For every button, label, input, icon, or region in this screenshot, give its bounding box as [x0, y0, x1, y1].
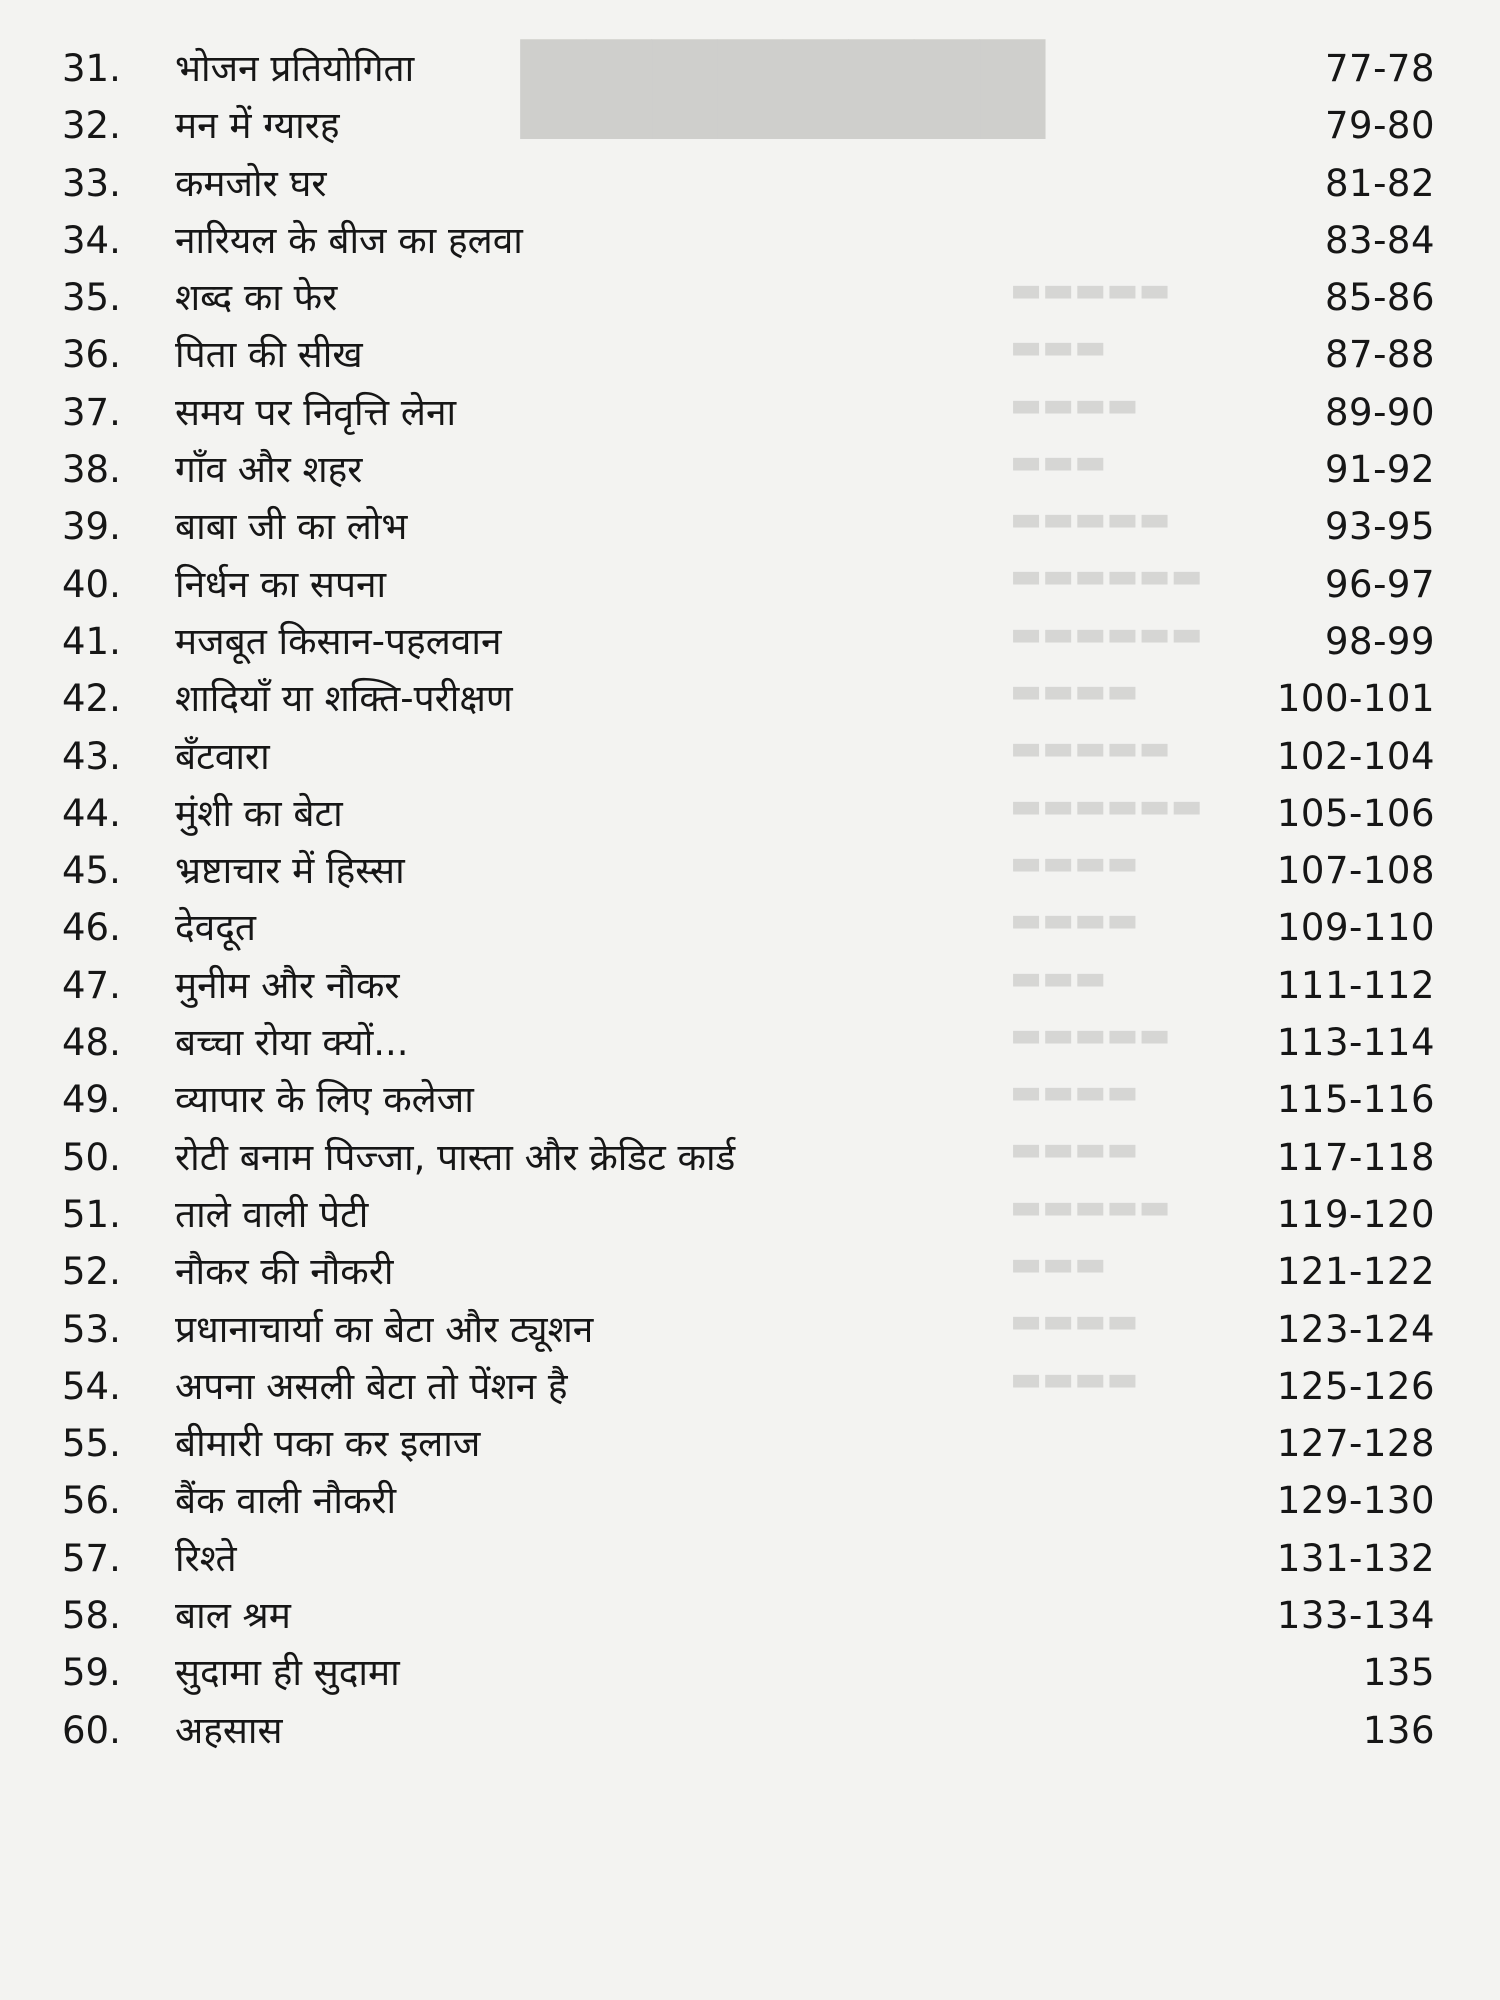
toc-entry-pages: 136 — [1362, 1708, 1435, 1752]
toc-entry-pages: 79-80 — [1324, 104, 1435, 148]
toc-entry — [0, 1472, 1500, 1529]
toc-entry-number: 47. — [62, 963, 121, 1007]
toc-entry — [0, 670, 1500, 727]
toc-entry-number: 46. — [62, 906, 121, 950]
toc-entry — [0, 1301, 1500, 1358]
toc-entry-number: 60. — [62, 1708, 121, 1752]
toc-entry-title: बच्चा रोया क्यों... — [175, 1021, 409, 1065]
toc-entry-title: भोजन प्रतियोगिता — [175, 47, 415, 90]
toc-entry-number: 40. — [62, 562, 121, 606]
toc-entry-pages: 111-112 — [1276, 963, 1435, 1007]
toc-entry-pages: 123-124 — [1276, 1307, 1435, 1351]
toc-entry-pages: 83-84 — [1324, 218, 1435, 262]
toc-entry-title: मुंशी का बेटा — [175, 791, 343, 835]
toc-entry — [0, 957, 1500, 1014]
toc-entry-title: कमजोर घर — [175, 161, 327, 205]
toc-entry-pages: 107-108 — [1276, 849, 1435, 893]
toc-entry-title: बैंक वाली नौकरी — [175, 1479, 397, 1523]
toc-entry-title: अहसास — [175, 1708, 283, 1752]
toc-entry — [0, 728, 1500, 785]
toc-entry-pages: 113-114 — [1276, 1021, 1435, 1065]
toc-entry-pages: 115-116 — [1276, 1078, 1435, 1122]
toc-entry-pages: 133-134 — [1276, 1594, 1435, 1638]
toc-entry-number: 58. — [62, 1594, 121, 1638]
toc-entry — [0, 97, 1500, 154]
toc-entry — [0, 1129, 1500, 1186]
toc-entry-pages: 77-78 — [1324, 47, 1435, 90]
toc-entry-title: भ्रष्टाचार में हिस्सा — [175, 849, 405, 893]
toc-entry-title: ताले वाली पेटी — [175, 1192, 369, 1236]
toc-entry — [0, 842, 1500, 899]
toc-entry-title: समय पर निवृत्ति लेना — [175, 390, 457, 434]
toc-entry-number: 39. — [62, 505, 121, 549]
toc-entry-number: 32. — [62, 104, 121, 148]
toc-entry-title: नौकर की नौकरी — [175, 1250, 394, 1294]
toc-entry — [0, 899, 1500, 956]
toc-entry-number: 52. — [62, 1250, 121, 1294]
toc-entry-title: सुदामा ही सुदामा — [175, 1651, 400, 1695]
toc-entry-title: देवदूत — [175, 906, 256, 950]
toc-entry — [0, 1186, 1500, 1243]
toc-entry-title: गाँव और शहर — [175, 448, 363, 492]
toc-entry — [0, 269, 1500, 326]
toc-entry-title: रोटी बनाम पिज्जा, पास्ता और क्रेडिट कार्ड — [175, 1135, 736, 1179]
toc-entry-title: बाबा जी का लोभ — [175, 505, 408, 549]
toc-entry — [0, 155, 1500, 212]
toc-entry-pages: 98-99 — [1324, 619, 1435, 663]
toc-entry-number: 51. — [62, 1192, 121, 1236]
toc-entry-number: 57. — [62, 1536, 121, 1580]
show-through-text: ████████ — [520, 40, 1045, 138]
toc-entry — [0, 1071, 1500, 1128]
toc-entry — [0, 613, 1500, 670]
toc-entry-number: 55. — [62, 1422, 121, 1466]
toc-entry-title: निर्धन का सपना — [175, 562, 387, 606]
toc-entry-number: 59. — [62, 1651, 121, 1695]
toc-entry — [0, 785, 1500, 842]
toc-entry-pages: 102-104 — [1276, 734, 1435, 778]
toc-entry-title: रिश्ते — [175, 1536, 237, 1580]
toc-entry-pages: 129-130 — [1276, 1479, 1435, 1523]
toc-entry-number: 43. — [62, 734, 121, 778]
toc-entry-pages: 119-120 — [1276, 1192, 1435, 1236]
toc-entry-title: बाल श्रम — [175, 1594, 291, 1638]
toc-entry — [0, 1243, 1500, 1300]
toc-entry — [0, 212, 1500, 269]
toc-entry — [0, 441, 1500, 498]
toc-entry-number: 42. — [62, 677, 121, 721]
toc-entry-pages: 127-128 — [1276, 1422, 1435, 1466]
toc-entry-number: 49. — [62, 1078, 121, 1122]
toc-entry-pages: 91-92 — [1324, 448, 1435, 492]
toc-entry — [0, 1587, 1500, 1644]
toc-entry-pages: 109-110 — [1276, 906, 1435, 950]
toc-entry-number: 36. — [62, 333, 121, 377]
toc-entry-title: शब्द का फेर — [175, 276, 338, 320]
toc-entry-number: 35. — [62, 276, 121, 320]
toc-entry-title: मुनीम और नौकर — [175, 963, 400, 1007]
toc-entry-title: बीमारी पका कर इलाज — [175, 1422, 481, 1466]
toc-entry-pages: 81-82 — [1324, 161, 1435, 205]
toc-entry-title: नारियल के बीज का हलवा — [175, 218, 523, 262]
toc-entry — [0, 384, 1500, 441]
toc-entry-number: 53. — [62, 1307, 121, 1351]
toc-entry-number: 50. — [62, 1135, 121, 1179]
toc-entry-number: 33. — [62, 161, 121, 205]
toc-entry-number: 45. — [62, 849, 121, 893]
toc-entry-pages: 135 — [1362, 1651, 1435, 1695]
toc-entry-title: व्यापार के लिए कलेजा — [175, 1078, 474, 1122]
toc-entry — [0, 498, 1500, 555]
toc-entry-pages: 117-118 — [1276, 1135, 1435, 1179]
toc-entry — [0, 1415, 1500, 1472]
toc-entry-number: 37. — [62, 390, 121, 434]
toc-entry-pages: 85-86 — [1324, 276, 1435, 320]
toc-entry-number: 38. — [62, 448, 121, 492]
toc-entry-pages: 96-97 — [1324, 562, 1435, 606]
toc-entry-title: पिता की सीख — [175, 333, 363, 377]
toc-entry — [0, 1014, 1500, 1071]
toc-entry-pages: 125-126 — [1276, 1364, 1435, 1408]
show-through-column: ▬▬▬▬▬ ▬▬▬ ▬▬▬▬ ▬▬▬ ▬▬▬▬▬ ▬▬▬▬▬▬ ▬▬▬▬▬▬ ▬▬▬▬ ▬▬▬▬▬ ▬▬▬▬▬▬ ▬▬▬▬ ▬▬▬▬ ▬▬▬ ▬▬▬▬▬ ▬▬▬▬ ▬▬▬▬ ▬▬▬▬▬ ▬▬▬ ▬▬▬▬ ▬▬▬▬ — [1010, 270, 1203, 1399]
toc-entry-title: शादियाँ या शक्ति-परीक्षण — [175, 677, 513, 721]
toc-entry — [0, 556, 1500, 613]
toc-entry-pages: 121-122 — [1276, 1250, 1435, 1294]
toc-entry-title: प्रधानाचार्या का बेटा और ट्यूशन — [175, 1307, 594, 1351]
toc-entry — [0, 326, 1500, 383]
toc-entry-number: 41. — [62, 619, 121, 663]
toc-entry-title: मजबूत किसान-पहलवान — [175, 619, 502, 663]
toc-entry-number: 31. — [62, 47, 121, 90]
toc-entry-number: 48. — [62, 1021, 121, 1065]
toc-entry-title: मन में ग्यारह — [175, 104, 340, 148]
table-of-contents — [0, 40, 1500, 1759]
toc-entry — [0, 1530, 1500, 1587]
toc-entry-pages: 131-132 — [1276, 1536, 1435, 1580]
toc-entry-number: 44. — [62, 791, 121, 835]
toc-entry-pages: 93-95 — [1324, 505, 1435, 549]
toc-entry — [0, 1358, 1500, 1415]
toc-entry-pages: 105-106 — [1276, 791, 1435, 835]
toc-entry-pages: 89-90 — [1324, 390, 1435, 434]
toc-entry-pages: 100-101 — [1276, 677, 1435, 721]
toc-entry-title: बँटवारा — [175, 734, 270, 778]
toc-entry-title: अपना असली बेटा तो पेंशन है — [175, 1364, 568, 1408]
toc-entry-pages: 87-88 — [1324, 333, 1435, 377]
toc-entry-number: 56. — [62, 1479, 121, 1523]
toc-entry — [0, 1644, 1500, 1701]
toc-entry-number: 54. — [62, 1364, 121, 1408]
toc-entry-number: 34. — [62, 218, 121, 262]
toc-entry — [0, 40, 1500, 97]
toc-entry — [0, 1702, 1500, 1759]
